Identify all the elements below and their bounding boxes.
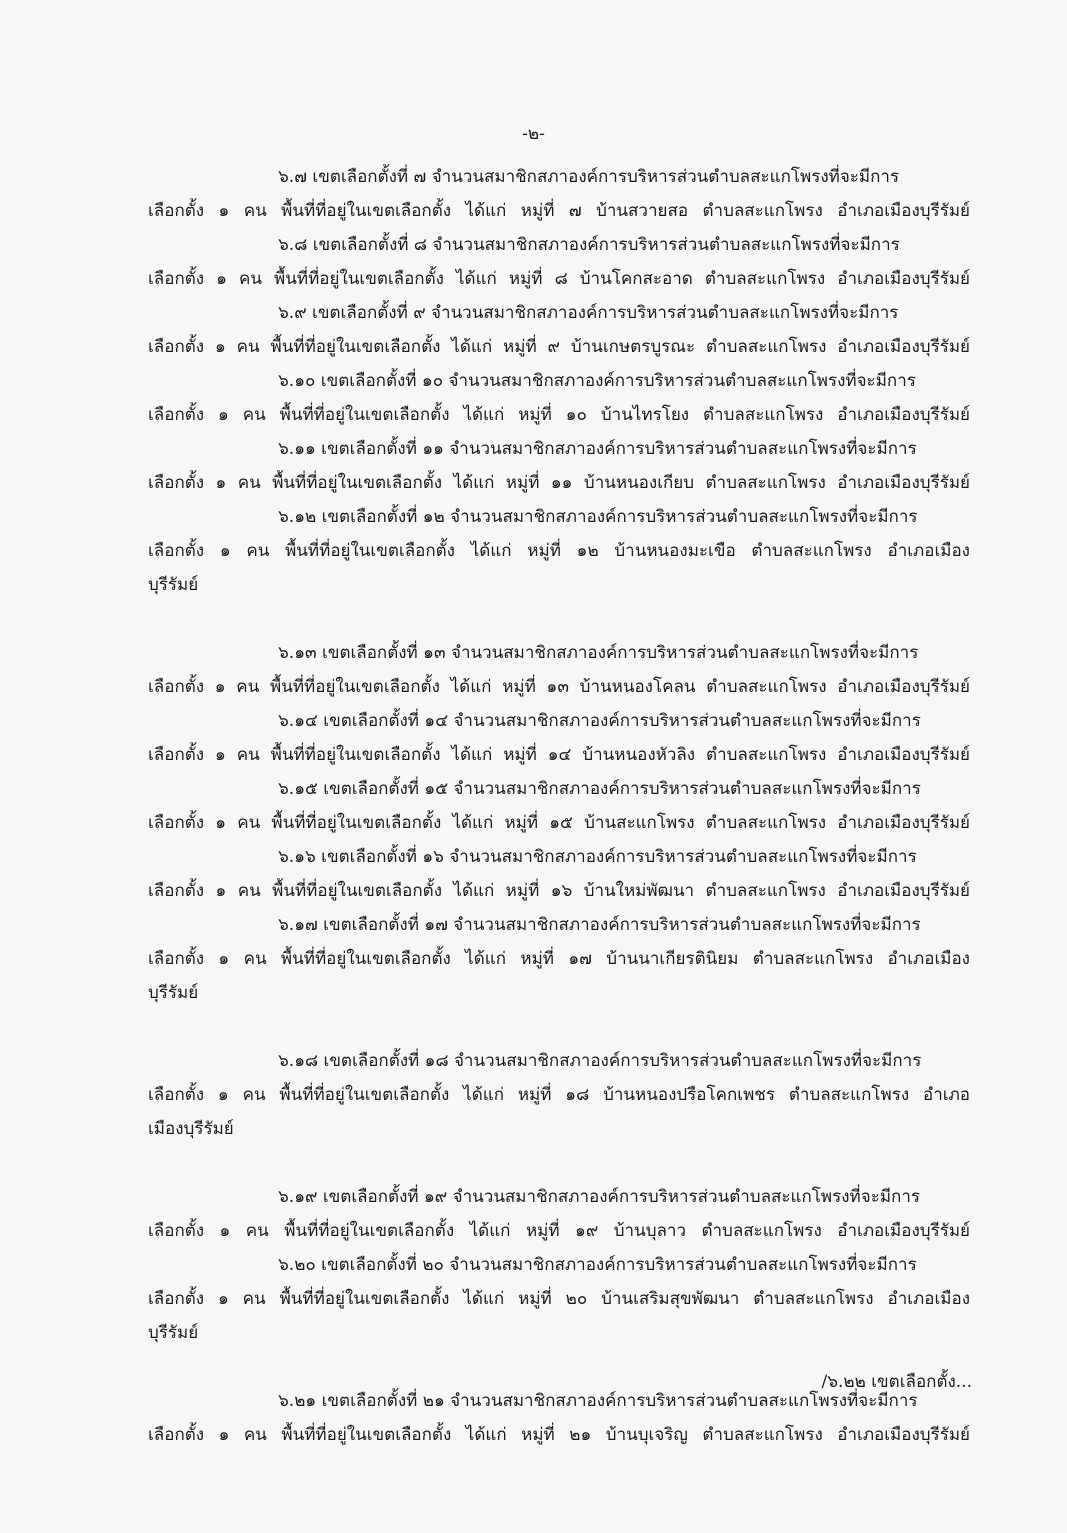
election-zone-entry [148, 1044, 970, 1146]
entry-line-2: เลือกตั้ง ๑ คน พื้นที่ที่อยู่ในเขตเลือกตั้ง ได้แก่ หมู่ที่ ๑๘ บ้านหนองปรือโคกเพชร ตำบลสะแกโพรง อำเภอ [148, 1085, 970, 1105]
entry-line-2: เลือกตั้ง ๑ คน พื้นที่ที่อยู่ในเขตเลือกตั้ง ได้แก่ หมู่ที่ ๑๑ บ้านหนองเกียบ ตำบลสะแกโพรง อำเภอเมืองบุรีรัมย์ [148, 473, 970, 493]
entry-line-3: บุรีรัมย์ [148, 575, 199, 595]
entry-line-1: ๖.๑๐ เขตเลือกตั้งที่ ๑๐ จำนวนสมาชิกสภาองค์การบริหารส่วนตำบลสะแกโพรงที่จะมีการ [278, 371, 916, 391]
entry-line-1: ๖.๑๒ เขตเลือกตั้งที่ ๑๒ จำนวนสมาชิกสภาองค์การบริหารส่วนตำบลสะแกโพรงที่จะมีการ [278, 507, 918, 527]
entry-line-1: ๖.๑๕ เขตเลือกตั้งที่ ๑๕ จำนวนสมาชิกสภาองค์การบริหารส่วนตำบลสะแกโพรงที่จะมีการ [278, 779, 921, 799]
entry-line-2: เลือกตั้ง ๑ คน พื้นที่ที่อยู่ในเขตเลือกตั้ง ได้แก่ หมู่ที่ ๘ บ้านโคกสะอาด ตำบลสะแกโพรง อำเภอเมืองบุรีรัมย์ [148, 269, 970, 289]
paragraph-gap [148, 1146, 970, 1180]
election-zone-entry [148, 772, 970, 840]
election-zone-entry [148, 160, 970, 228]
entry-line-2: เลือกตั้ง ๑ คน พื้นที่ที่อยู่ในเขตเลือกตั้ง ได้แก่ หมู่ที่ ๒๐ บ้านเสริมสุขพัฒนา ตำบลสะแกโพรง อำเภอเมือง [148, 1289, 970, 1309]
election-zone-entry [148, 704, 970, 772]
entry-line-1: ๖.๒๑ เขตเลือกตั้งที่ ๒๑ จำนวนสมาชิกสภาองค์การบริหารส่วนตำบลสะแกโพรงที่จะมีการ [278, 1391, 918, 1411]
entry-line-1: ๖.๑๔ เขตเลือกตั้งที่ ๑๔ จำนวนสมาชิกสภาองค์การบริหารส่วนตำบลสะแกโพรงที่จะมีการ [278, 711, 921, 731]
entry-line-1: ๖.๑๖ เขตเลือกตั้งที่ ๑๖ จำนวนสมาชิกสภาองค์การบริหารส่วนตำบลสะแกโพรงที่จะมีการ [278, 847, 917, 867]
entries-list [148, 160, 970, 1452]
entry-line-1: ๖.๑๙ เขตเลือกตั้งที่ ๑๙ จำนวนสมาชิกสภาองค์การบริหารส่วนตำบลสะแกโพรงที่จะมีการ [278, 1187, 921, 1207]
election-zone-entry [148, 636, 970, 704]
entry-line-2: เลือกตั้ง ๑ คน พื้นที่ที่อยู่ในเขตเลือกตั้ง ได้แก่ หมู่ที่ ๙ บ้านเกษตรบูรณะ ตำบลสะแกโพรง อำเภอเมืองบุรีรัมย์ [148, 337, 970, 357]
entry-line-2: เลือกตั้ง ๑ คน พื้นที่ที่อยู่ในเขตเลือกตั้ง ได้แก่ หมู่ที่ ๑๓ บ้านหนองโคลน ตำบลสะแกโพรง อำเภอเมืองบุรีรัมย์ [148, 677, 970, 697]
entry-line-2: เลือกตั้ง ๑ คน พื้นที่ที่อยู่ในเขตเลือกตั้ง ได้แก่ หมู่ที่ ๑๙ บ้านบุลาว ตำบลสะแกโพรง อำเภอเมืองบุรีรัมย์ [148, 1221, 970, 1241]
election-zone-entry [148, 432, 970, 500]
entry-line-2: เลือกตั้ง ๑ คน พื้นที่ที่อยู่ในเขตเลือกตั้ง ได้แก่ หมู่ที่ ๑๒ บ้านหนองมะเขือ ตำบลสะแกโพรง อำเภอเมือง [148, 541, 970, 561]
entry-line-2: เลือกตั้ง ๑ คน พื้นที่ที่อยู่ในเขตเลือกตั้ง ได้แก่ หมู่ที่ ๑๗ บ้านนาเกียรตินิยม ตำบลสะแกโพรง อำเภอเมือง [148, 949, 970, 969]
election-zone-entry [148, 500, 970, 602]
entry-line-2: เลือกตั้ง ๑ คน พื้นที่ที่อยู่ในเขตเลือกตั้ง ได้แก่ หมู่ที่ ๑๐ บ้านไทรโยง ตำบลสะแกโพรง อำเภอเมืองบุรีรัมย์ [148, 405, 970, 425]
entry-line-1: ๖.๑๓ เขตเลือกตั้งที่ ๑๓ จำนวนสมาชิกสภาองค์การบริหารส่วนตำบลสะแกโพรงที่จะมีการ [278, 643, 919, 663]
entry-line-2: เลือกตั้ง ๑ คน พื้นที่ที่อยู่ในเขตเลือกตั้ง ได้แก่ หมู่ที่ ๒๑ บ้านบุเจริญ ตำบลสะแกโพรง อำเภอเมืองบุรีรัมย์ [148, 1425, 970, 1445]
entry-line-1: ๖.๑๗ เขตเลือกตั้งที่ ๑๗ จำนวนสมาชิกสภาองค์การบริหารส่วนตำบลสะแกโพรงที่จะมีการ [278, 915, 921, 935]
page-number: -๒- [522, 124, 545, 144]
entry-line-2: เลือกตั้ง ๑ คน พื้นที่ที่อยู่ในเขตเลือกตั้ง ได้แก่ หมู่ที่ ๑๔ บ้านหนองหัวลิง ตำบลสะแกโพรง อำเภอเมืองบุรีรัมย์ [148, 745, 970, 765]
entry-line-3: บุรีรัมย์ [148, 1323, 199, 1343]
entry-line-2: เลือกตั้ง ๑ คน พื้นที่ที่อยู่ในเขตเลือกตั้ง ได้แก่ หมู่ที่ ๑๕ บ้านสะแกโพรง ตำบลสะแกโพรง อำเภอเมืองบุรีรัมย์ [148, 813, 970, 833]
entry-line-3: บุรีรัมย์ [148, 983, 199, 1003]
entry-line-1: ๖.๗ เขตเลือกตั้งที่ ๗ จำนวนสมาชิกสภาองค์การบริหารส่วนตำบลสะแกโพรงที่จะมีการ [278, 167, 900, 187]
entry-line-2: เลือกตั้ง ๑ คน พื้นที่ที่อยู่ในเขตเลือกตั้ง ได้แก่ หมู่ที่ ๑๖ บ้านใหม่พัฒนา ตำบลสะแกโพรง อำเภอเมืองบุรีรัมย์ [148, 881, 970, 901]
paragraph-gap [148, 602, 970, 636]
entry-line-1: ๖.๑๘ เขตเลือกตั้งที่ ๑๘ จำนวนสมาชิกสภาองค์การบริหารส่วนตำบลสะแกโพรงที่จะมีการ [278, 1051, 922, 1071]
entry-line-1: ๖.๑๑ เขตเลือกตั้งที่ ๑๑ จำนวนสมาชิกสภาองค์การบริหารส่วนตำบลสะแกโพรงที่จะมีการ [278, 439, 917, 459]
election-zone-entry [148, 296, 970, 364]
entry-line-2: เลือกตั้ง ๑ คน พื้นที่ที่อยู่ในเขตเลือกตั้ง ได้แก่ หมู่ที่ ๗ บ้านสวายสอ ตำบลสะแกโพรง อำเภอเมืองบุรีรัมย์ [148, 201, 970, 221]
election-zone-entry [148, 228, 970, 296]
entry-line-1: ๖.๒๐ เขตเลือกตั้งที่ ๒๐ จำนวนสมาชิกสภาองค์การบริหารส่วนตำบลสะแกโพรงที่จะมีการ [278, 1255, 917, 1275]
election-zone-entry [148, 364, 970, 432]
entry-line-3: เมืองบุรีรัมย์ [148, 1119, 234, 1139]
continuation-note: /๖.๒๒ เขตเลือกตั้ง... [821, 1372, 972, 1392]
entry-line-1: ๖.๙ เขตเลือกตั้งที่ ๙ จำนวนสมาชิกสภาองค์การบริหารส่วนตำบลสะแกโพรงที่จะมีการ [278, 303, 899, 323]
election-zone-entry [148, 1248, 970, 1350]
election-zone-entry [148, 1180, 970, 1248]
election-zone-entry [148, 840, 970, 908]
entry-line-1: ๖.๘ เขตเลือกตั้งที่ ๘ จำนวนสมาชิกสภาองค์การบริหารส่วนตำบลสะแกโพรงที่จะมีการ [278, 235, 900, 255]
paragraph-gap [148, 1010, 970, 1044]
election-zone-entry [148, 908, 970, 1010]
